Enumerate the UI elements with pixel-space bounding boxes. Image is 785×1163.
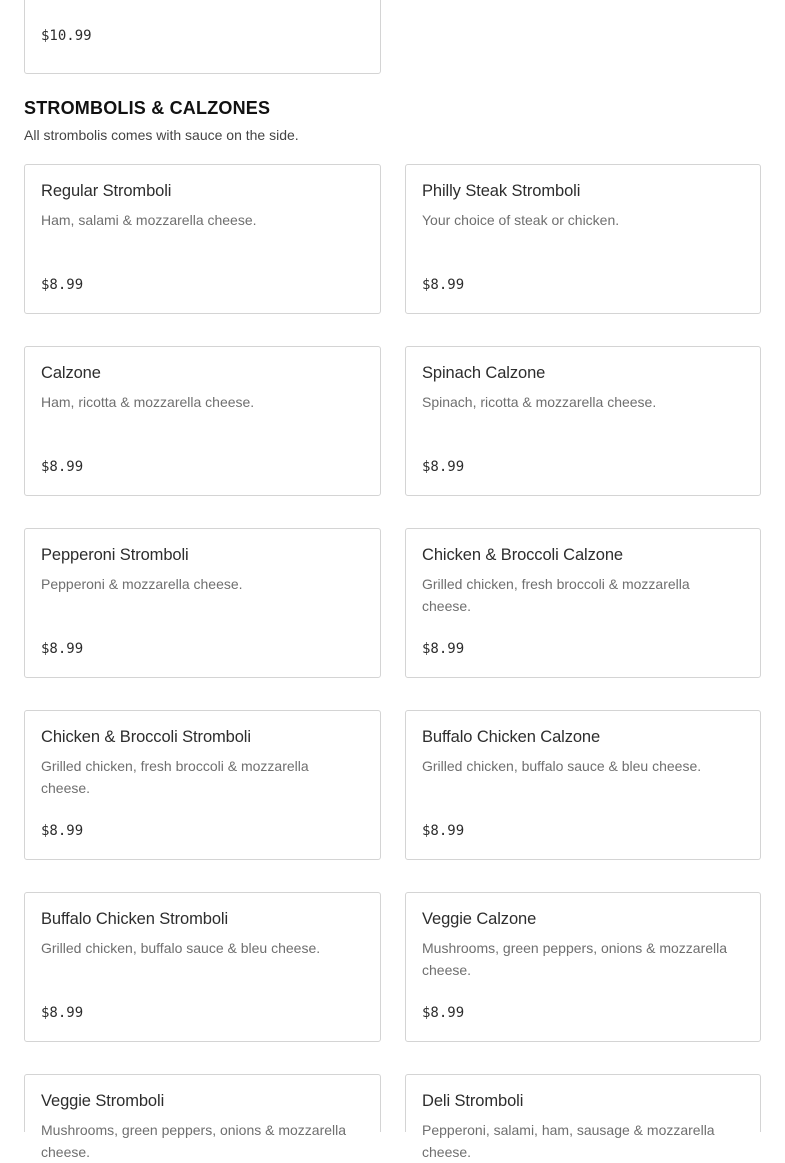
item-description: Mushrooms, green peppers, onions & mozzarella cheese. [41, 1122, 347, 1160]
item-name: Buffalo Chicken Stromboli [41, 910, 229, 928]
item-name: Philly Steak Stromboli [422, 182, 581, 200]
item-name: Veggie Calzone [422, 910, 537, 928]
item-price: $8.99 [41, 459, 84, 475]
menu-item-card[interactable] [24, 528, 381, 678]
item-name: Deli Stromboli [422, 1092, 524, 1110]
item-description: Your choice of steak or chicken. [422, 212, 620, 228]
item-price: $8.99 [422, 1005, 465, 1021]
menu-item-card[interactable] [405, 1074, 761, 1160]
item-price: $8.99 [41, 277, 84, 293]
section-subtitle: All strombolis comes with sauce on the side. [24, 127, 299, 143]
item-price: $8.99 [422, 459, 465, 475]
menu-item-card[interactable] [24, 710, 381, 860]
item-description: Grilled chicken, fresh broccoli & mozzarella cheese. [41, 758, 309, 796]
menu-item-card[interactable] [405, 346, 761, 496]
item-description: Spinach, ricotta & mozzarella cheese. [422, 394, 657, 410]
section-title: STROMBOLIS & CALZONES [24, 98, 271, 118]
item-price: $10.99 [41, 28, 92, 44]
item-price: $8.99 [422, 823, 465, 839]
item-name: Calzone [41, 364, 101, 382]
item-name: Veggie Stromboli [41, 1092, 165, 1110]
item-description: Grilled chicken, fresh broccoli & mozzarella cheese. [422, 576, 690, 614]
item-price: $8.99 [41, 641, 84, 657]
item-name: Buffalo Chicken Calzone [422, 728, 601, 746]
item-name: Spinach Calzone [422, 364, 546, 382]
menu-item-card[interactable] [405, 164, 761, 314]
item-description: Pepperoni & mozzarella cheese. [41, 576, 243, 592]
menu-item-card[interactable] [24, 1074, 381, 1160]
menu-item-card[interactable] [405, 710, 761, 860]
menu-item-card[interactable] [405, 892, 761, 1042]
menu-item-card[interactable] [24, 164, 381, 314]
item-description: Ham, ricotta & mozzarella cheese. [41, 394, 255, 410]
item-name: Chicken & Broccoli Stromboli [41, 728, 251, 746]
menu-item-card[interactable] [405, 528, 761, 678]
menu-item-card[interactable] [24, 892, 381, 1042]
item-description: Ham, salami & mozzarella cheese. [41, 212, 257, 228]
item-description: Grilled chicken, buffalo sauce & bleu cheese. [422, 758, 702, 774]
item-price: $8.99 [422, 641, 465, 657]
item-name: Regular Stromboli [41, 182, 172, 200]
menu-item-card[interactable] [24, 346, 381, 496]
item-name: Chicken & Broccoli Calzone [422, 546, 623, 564]
menu-item-card[interactable] [24, 0, 381, 74]
item-description: Grilled chicken, buffalo sauce & bleu cheese. [41, 940, 321, 956]
item-price: $8.99 [41, 823, 84, 839]
item-price: $8.99 [422, 277, 465, 293]
item-description: Pepperoni, salami, ham, sausage & mozzarella cheese. [422, 1122, 715, 1160]
item-name: Pepperoni Stromboli [41, 546, 189, 564]
item-price: $8.99 [41, 1005, 84, 1021]
item-description: Mushrooms, green peppers, onions & mozzarella cheese. [422, 940, 728, 978]
